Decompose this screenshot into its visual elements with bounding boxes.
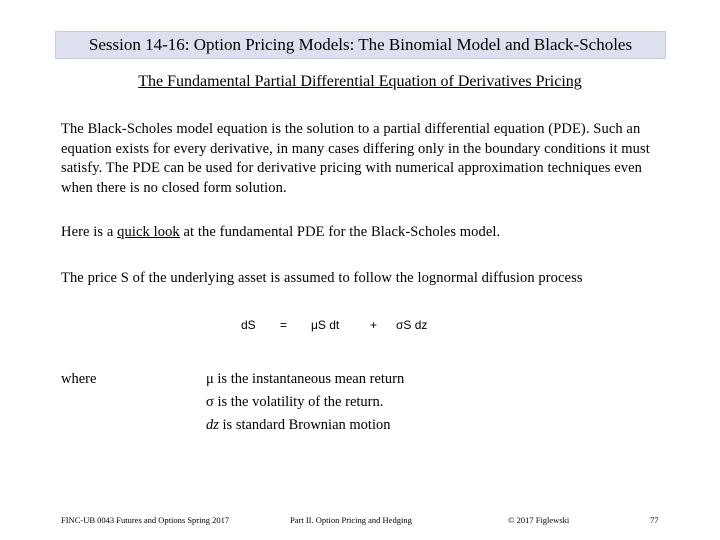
equation-equals: = (280, 318, 288, 332)
equation-diffusion-term: σS dz (396, 318, 428, 332)
equation-drift-term: μS dt (311, 318, 340, 332)
paragraph-diffusion: The price S of the underlying asset is assumed to follow the lognormal diffusion process (61, 270, 583, 286)
equation-lhs: dS (241, 318, 256, 332)
definition-sigma-text: is the volatility of the return. (213, 394, 384, 410)
equation-plus: + (370, 318, 378, 332)
definition-dz-text: is standard Brownian motion (218, 417, 391, 433)
definition-dz-symbol: dz (206, 417, 219, 433)
footer-part: Part II. Option Pricing and Hedging (290, 515, 412, 525)
footer-copyright: © 2017 Figlewski (508, 515, 570, 525)
paragraph-quick-look-post: at the fundamental PDE for the Black-Scholes model. (179, 224, 501, 240)
paragraph-intro: The Black-Scholes model equation is the solution to a partial differential equation (PDE). Such an equation exists for every derivative, in many cases differing only in the boundary conditions it must satisfy. The PDE can be used for derivative pricing with numerical approximation techniques even when there is no closed form solution. (61, 121, 650, 196)
slide-title-text: The Fundamental Partial Differential Equation of Derivatives Pricing (138, 73, 582, 90)
definition-dz (206, 417, 390, 434)
header-bar (55, 31, 666, 59)
paragraph-quick-look-pre: Here is a (61, 224, 118, 240)
slide-title (0, 73, 720, 91)
header-title: Session 14-16: Option Pricing Models: The Binomial Model and Black-Scholes (88, 35, 633, 54)
footer-page-number: 77 (650, 515, 659, 525)
definition-mu-text: is the instantaneous mean return (213, 371, 405, 387)
footer-course: FINC-UB 0043 Futures and Options Spring 2017 (61, 515, 230, 525)
definition-sigma (206, 394, 383, 411)
definition-mu-symbol: μ (206, 371, 214, 387)
definition-mu (206, 371, 404, 388)
definition-sigma-symbol: σ (206, 394, 214, 410)
quick-look-link[interactable]: quick look (117, 224, 180, 240)
paragraph-quick-look (61, 223, 661, 243)
where-label: where (61, 371, 97, 387)
